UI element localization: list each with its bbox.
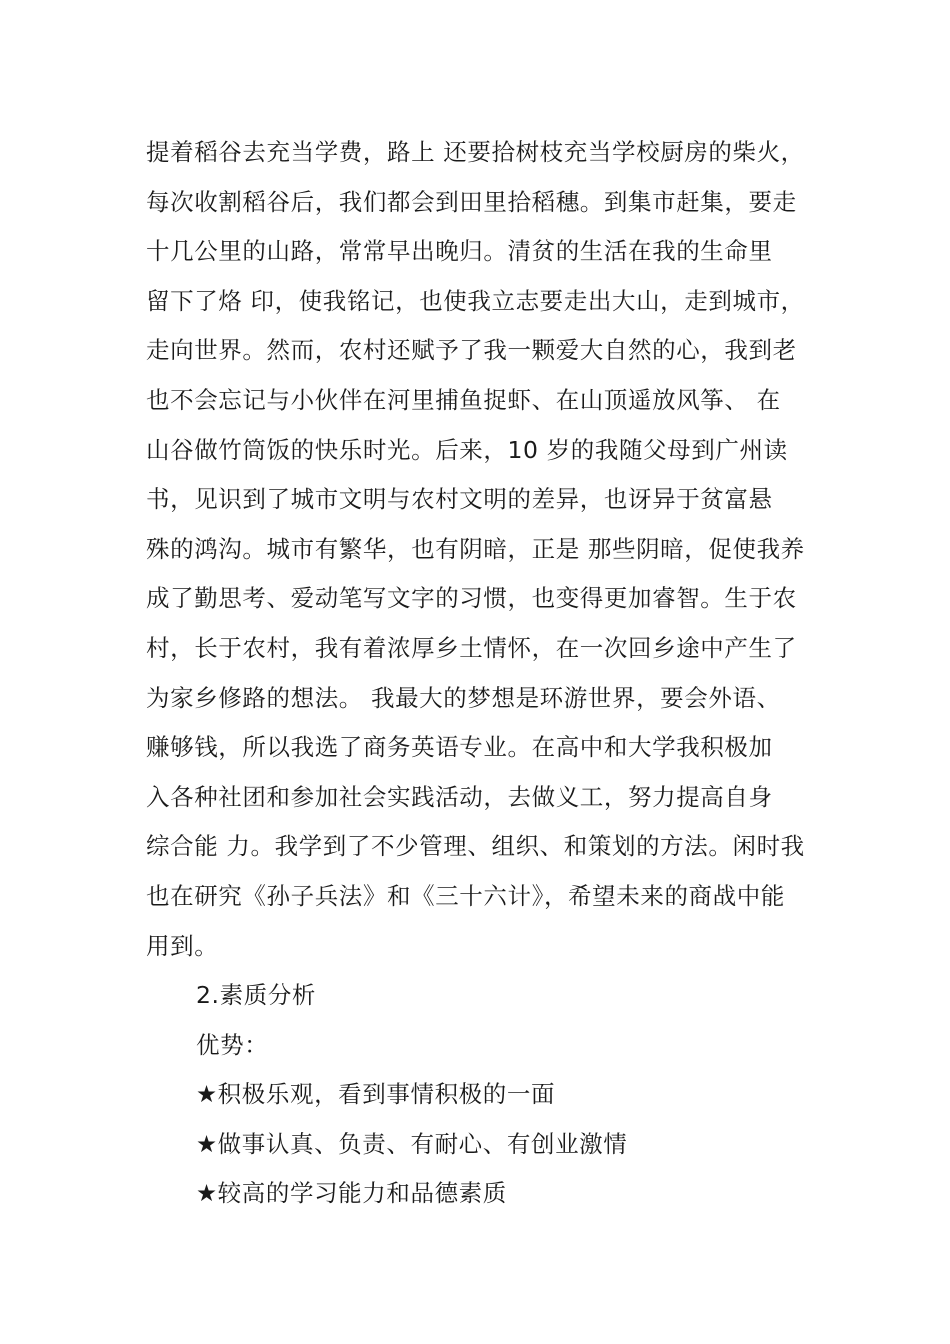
paragraph-line: 赚够钱，所以我选了商务英语专业。在高中和大学我积极加 [146, 733, 773, 762]
paragraph-line: 入各种社团和参加社会实践活动，去做义工，努力提高自身 [146, 782, 773, 811]
list-item [146, 1169, 808, 1219]
list-item-text: 做事认真、负责、有耐心、有创业激情 [217, 1129, 628, 1158]
paragraph-line: 为家乡修路的想法。 我最大的梦想是环游世界，要会外语、 [146, 683, 781, 712]
star-icon: ★ [196, 1129, 218, 1158]
paragraph-line: 用到。 [146, 931, 219, 960]
list-item [146, 1120, 808, 1170]
paragraph-line: 综合能 力。我学到了不少管理、组织、和策划的方法。闲时我 [146, 832, 805, 861]
paragraph-line: 殊的鸿沟。城市有繁华，也有阴暗，正是 那些阴暗，促使我养 [146, 534, 805, 563]
paragraph-line: 山谷做竹筒饭的快乐时光。后来，10 岁的我随父母到广州读 [146, 435, 788, 464]
paragraph-line: 每次收割稻谷后，我们都会到田里拾稻穗。到集市赶集，要走 [146, 187, 797, 216]
paragraph-line: 书，见识到了城市文明与农村文明的差异，也讶异于贫富悬 [146, 485, 773, 514]
paragraph-line: 留下了烙 印，使我铭记，也使我立志要走出大山，走到城市， [146, 286, 805, 315]
paragraph-line: 也不会忘记与小伙伴在河里捕鱼捉虾、在山顶遥放风筝、 在 [146, 385, 781, 414]
paragraph-line: 十几公里的山路，常常早出晚归。清贫的生活在我的生命里 [146, 237, 773, 266]
section-heading: 2.素质分析 [196, 981, 317, 1010]
list-item-text: 积极乐观，看到事情积极的一面 [217, 1080, 556, 1109]
document-body [146, 128, 808, 1219]
advantages-label: 优势： [196, 1030, 269, 1059]
paragraph-line: 村，长于农村，我有着浓厚乡土情怀，在一次回乡途中产生了 [146, 633, 797, 662]
paragraph-line: 提着稻谷去充当学费，路上 还要拾树枝充当学校厨房的柴火， [146, 138, 805, 166]
paragraph-line: 走向世界。然而，农村还赋予了我一颗爱大自然的心，我到老 [146, 336, 797, 365]
paragraph-line: 成了勤思考、爱动笔写文字的习惯，也变得更加睿智。生于农 [146, 584, 797, 613]
paragraph-line: 也在研究《孙子兵法》和《三十六计》，希望未来的商战中能 [146, 881, 785, 910]
list-item [146, 1070, 808, 1120]
star-icon: ★ [196, 1080, 218, 1109]
list-item-text: 较高的学习能力和品德素质 [217, 1179, 507, 1208]
star-icon: ★ [196, 1179, 218, 1208]
